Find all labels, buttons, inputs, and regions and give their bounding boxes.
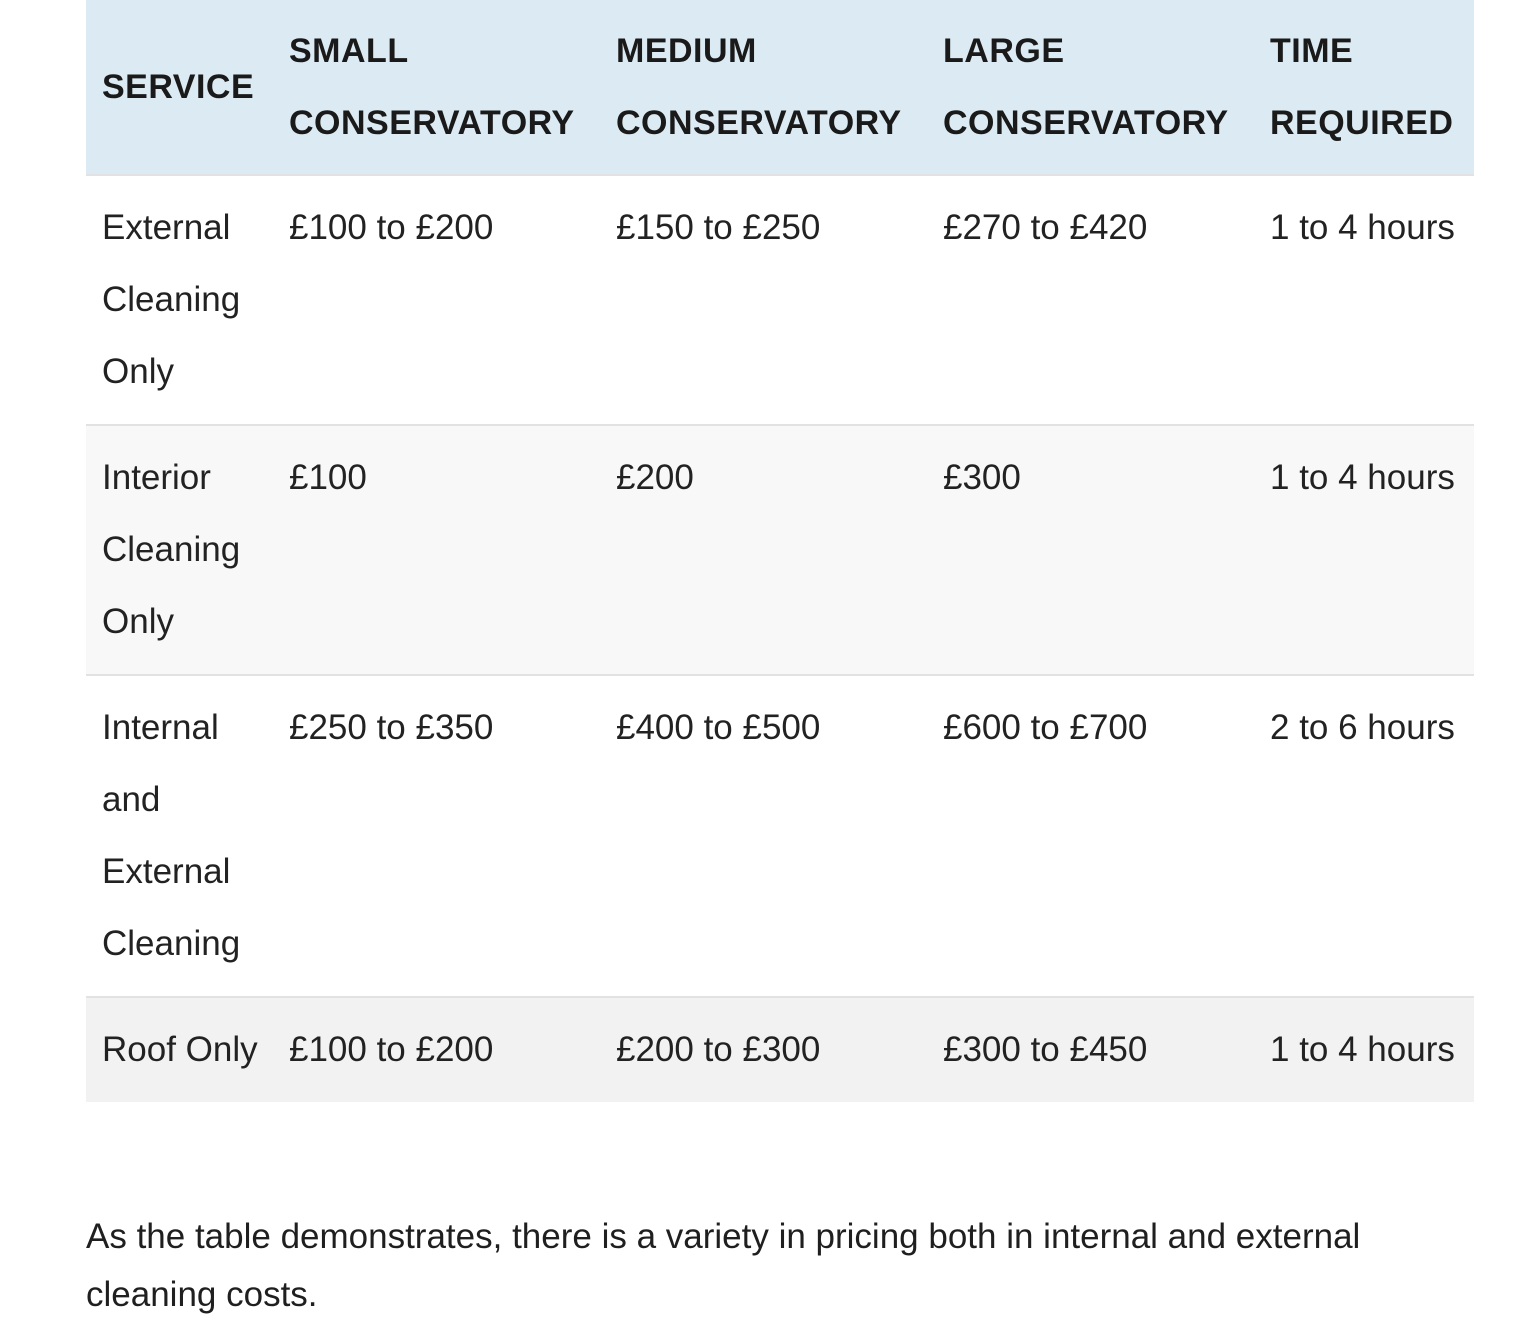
cell-small-price: £250 to £350	[273, 675, 600, 997]
cell-medium-price: £200 to £300	[600, 997, 927, 1102]
cell-medium-price: £200	[600, 425, 927, 675]
cell-time: 1 to 4 hours	[1254, 175, 1474, 425]
table-row	[86, 997, 1474, 1102]
header-row	[86, 0, 1474, 175]
cell-service: Roof Only	[86, 997, 273, 1102]
table-row	[86, 175, 1474, 425]
header-large-conservatory: LARGE CONSERVATORY	[943, 32, 1229, 142]
header-medium-conservatory: MEDIUM CONSERVATORY	[616, 32, 902, 142]
cell-large-price: £300	[927, 425, 1254, 675]
header-service: SERVICE	[102, 68, 255, 106]
cell-small-price: £100 to £200	[273, 175, 600, 425]
table-body	[86, 175, 1474, 1102]
cell-time: 1 to 4 hours	[1254, 425, 1474, 675]
cell-time: 1 to 4 hours	[1254, 997, 1474, 1102]
cell-service: External Cleaning Only	[86, 175, 273, 425]
table-row	[86, 675, 1474, 997]
cell-large-price: £270 to £420	[927, 175, 1254, 425]
cell-small-price: £100 to £200	[273, 997, 600, 1102]
cell-medium-price: £400 to £500	[600, 675, 927, 997]
cell-large-price: £600 to £700	[927, 675, 1254, 997]
pricing-table-container	[86, 0, 1474, 1102]
cell-time: 2 to 6 hours	[1254, 675, 1474, 997]
table-header	[86, 0, 1474, 175]
header-small-conservatory: SMALL CONSERVATORY	[289, 32, 575, 142]
cell-medium-price: £150 to £250	[600, 175, 927, 425]
table-row	[86, 425, 1474, 675]
table-summary-paragraph: As the table demonstrates, there is a variety in pricing both in internal and external cleaning costs.	[86, 1217, 1361, 1314]
cell-large-price: £300 to £450	[927, 997, 1254, 1102]
pricing-table	[86, 0, 1474, 1102]
header-time-required: TIME REQUIRED	[1270, 32, 1454, 142]
cell-service: Interior Cleaning Only	[86, 425, 273, 675]
cell-small-price: £100	[273, 425, 600, 675]
cell-service: Internal and External Cleaning	[86, 675, 273, 997]
